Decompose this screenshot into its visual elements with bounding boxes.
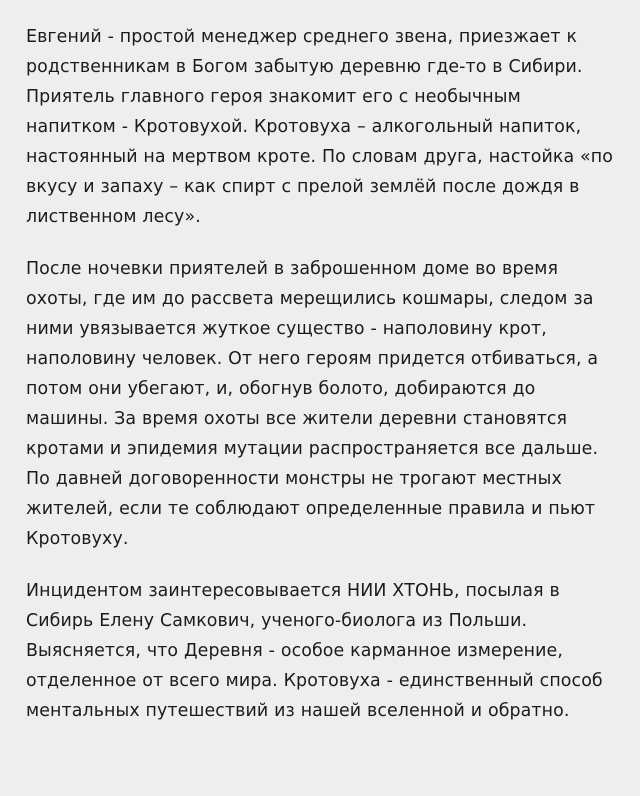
- paragraph-2: После ночевки приятелей в заброшенном доме во время охоты, где им до рассвета мерещились кошмары, следом за ними увязывается жуткое существо - наполовину крот, наполовину человек. От него героям придется отбиваться, а потом они убегают, и, обогнув болото, добираются до машины. За время охоты все жители деревни становятся кротами и эпидемия мутации распространяется все дальше. По давней договоренности монстры не трогают местных жителей, если те соблюдают определенные правила и пьют Кротовуху.: [26, 259, 599, 549]
- paragraph-3: Инцидентом заинтересовывается НИИ ХТОНЬ, посылая в Сибирь Елену Самкович, ученого-биолога из Польши. Выясняется, что Деревня - особое карманное измерение, отделенное от всего мира. Кротовуха - единственный способ ментальных путешествий из нашей вселенной и обратно.: [26, 581, 603, 721]
- paragraph-1: Евгений - простой менеджер среднего звена, приезжает к родственникам в Богом забытую деревню где-то в Сибири. Приятель главного героя знакомит его с необычным напитком - Кротовухой. Кротовуха – алкогольный напиток, настоянный на мертвом кроте. По словам друга, настойка «по вкусу и запаху – как спирт с прелой землёй после дождя в лиственном лесу».: [26, 27, 613, 227]
